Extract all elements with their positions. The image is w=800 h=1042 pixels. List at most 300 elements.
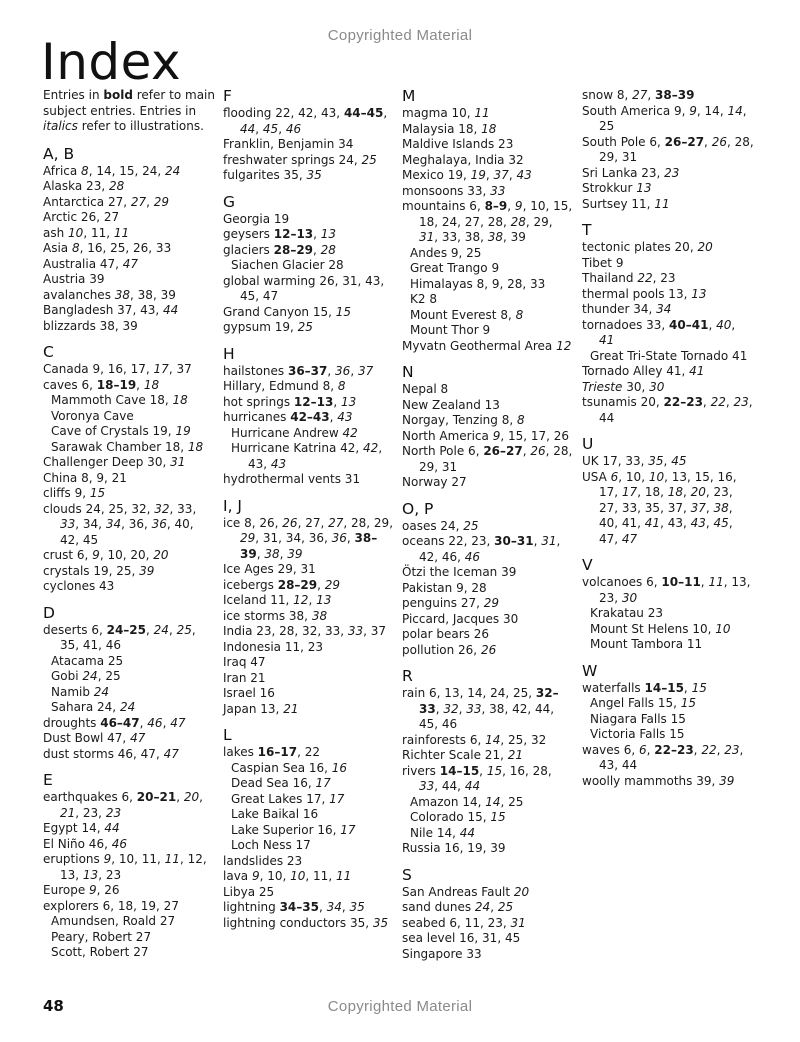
index-entry (223, 364, 395, 380)
entry-text: Challenger Deep 30, (43, 455, 171, 469)
index-entry (43, 378, 215, 394)
index-entry (43, 837, 215, 853)
entry-text: , 28, 29, (343, 515, 394, 530)
illustration-ref: 10 (715, 621, 731, 636)
entry-text: , 34, (75, 517, 106, 531)
index-entry (402, 475, 574, 491)
letter-heading: E (43, 771, 53, 789)
entry-text: , 25 (500, 794, 524, 809)
main-entry-ref: 46–47 (100, 715, 140, 730)
entry-text: Nile 14, (410, 825, 460, 840)
index-entry (582, 166, 754, 182)
index-entry (43, 821, 215, 837)
illustration-ref: 13 (340, 394, 357, 409)
entry-text: Bangladesh 37, 43, (43, 303, 163, 317)
entry-text: , 10, 15, 18, 24, 27, 28, (419, 199, 573, 229)
letter-heading: T (582, 221, 592, 239)
index-entry (402, 581, 574, 597)
entry-text: Pakistan 9, 28 (402, 580, 487, 595)
entry-text: explorers 6, 18, 19, 27 (43, 898, 179, 913)
index-entry (43, 257, 215, 273)
entry-text: , (256, 546, 265, 561)
illustration-ref: 10 (648, 469, 665, 484)
illustration-ref: 35 (648, 454, 664, 468)
index-entry (223, 593, 395, 609)
illustration-ref: 24 (82, 669, 98, 683)
index-entry (43, 288, 215, 304)
main-entry-ref: 10–11 (661, 575, 701, 589)
illustration-ref: 33 (60, 517, 76, 531)
index-entry (223, 410, 395, 426)
entry-text: , (317, 577, 325, 592)
entry-text: hailstones (223, 363, 288, 378)
letter-heading: I, J (223, 496, 242, 515)
entry-text: Hurricane Katrina 42, (231, 441, 364, 455)
illustration-ref: 17 (315, 776, 331, 790)
main-entry-ref: 32–33 (419, 686, 559, 716)
entry-text: , 12, 13, (60, 852, 207, 882)
index-entry (223, 320, 395, 336)
illustration-ref: 24 (93, 684, 110, 699)
index-subentry (223, 761, 395, 777)
index-entry (402, 137, 574, 153)
illustration-ref: 13 (636, 181, 652, 195)
index-subentry (43, 669, 215, 685)
entry-text: thunder 34, (582, 302, 657, 316)
index-entry (223, 686, 395, 702)
entry-text: volcanoes 6, (582, 575, 662, 589)
index-entry (43, 716, 215, 732)
main-entry-ref: 20–21 (136, 790, 177, 804)
letter-heading: F (223, 87, 232, 105)
entry-text: , (146, 194, 154, 209)
index-entry (223, 640, 395, 656)
entry-text: , (327, 363, 336, 378)
entry-text: , (705, 500, 714, 515)
entry-text: ice 8, 26, (223, 515, 283, 530)
index-entry (223, 516, 395, 563)
illustration-ref: 22 (637, 271, 653, 285)
index-entry (402, 931, 574, 947)
entry-text: hurricanes (223, 410, 291, 424)
illustration-ref: 28 (108, 179, 125, 193)
entry-text: , 13, 15, 16, 17, (599, 469, 737, 499)
illustration-ref: 14 (485, 794, 501, 809)
index-entry (402, 534, 574, 565)
illustration-ref: 29 (240, 531, 256, 545)
main-entry-ref: 24–25 (106, 622, 147, 637)
letter-heading: O, P (402, 499, 434, 518)
index-entry (402, 184, 574, 200)
illustration-ref: italics (43, 119, 78, 133)
entry-text: dust storms 46, 47, (43, 746, 164, 761)
illustration-ref: 9 (689, 103, 697, 118)
illustration-ref: 43 (337, 410, 353, 424)
main-entry-ref: 44–45 (343, 106, 384, 120)
index-entry (43, 502, 215, 549)
index-subentry (43, 930, 215, 946)
entry-text: , (136, 377, 144, 392)
illustration-ref: 20 (513, 884, 530, 899)
index-entry (582, 181, 754, 197)
entry-text: Austria 39 (43, 272, 105, 286)
entry-text: sand dunes (402, 900, 475, 914)
entry-text: ash (43, 225, 69, 240)
entry-text: hydrothermal vents 31 (223, 472, 361, 486)
entry-text: , 14, 15, 24, (88, 163, 166, 178)
entry-text: , (255, 121, 263, 136)
index-entry (402, 916, 574, 932)
illustration-ref: 25 (176, 622, 192, 637)
entry-text: Great Lakes 17, (231, 791, 330, 806)
entry-text: thermal pools 13, (582, 286, 692, 301)
entry-text: Lake Baikal 16 (231, 807, 319, 821)
index-entry (43, 455, 215, 471)
entry-text: Hurricane Andrew (231, 425, 343, 440)
illustration-ref: 37 (357, 363, 374, 378)
index-entry (402, 686, 574, 733)
entry-text: Ötzi the Iceman 39 (402, 565, 517, 579)
illustration-ref: 33 (419, 779, 435, 793)
entry-text: Indonesia 11, 23 (223, 639, 324, 654)
entry-text: , (479, 763, 487, 778)
entry-text: , (731, 317, 736, 332)
entry-text: Norway 27 (402, 475, 467, 489)
entry-text: , (647, 88, 656, 102)
entry-text: Andes 9, 25 (410, 245, 482, 260)
entry-text: , 40, 41, (599, 500, 733, 530)
illustration-ref: 25 (297, 320, 313, 334)
entry-text: Caspian Sea 16, (231, 760, 332, 775)
index-entry (43, 899, 215, 915)
index-entry (43, 731, 215, 747)
illustration-ref: 27 (130, 194, 147, 209)
entry-text: , (683, 485, 691, 499)
entry-text: Iran 21 (223, 670, 266, 685)
entry-text: lightning conductors 35, (223, 915, 373, 930)
index-entry (43, 362, 215, 378)
entry-text: Mexico 19, (402, 168, 471, 182)
entry-text: crystals 19, 25, (43, 563, 140, 578)
entry-text: , (725, 395, 734, 409)
illustration-ref: 8 (71, 241, 80, 255)
main-entry-ref: 36–37 (287, 363, 328, 378)
entry-text: Georgia 19 (223, 211, 290, 226)
entry-text: Russia 16, 19, 39 (402, 841, 506, 855)
main-entry-ref: 16–17 (257, 745, 298, 759)
entry-text: , (278, 121, 286, 136)
entry-text: cyclones 43 (43, 579, 115, 593)
index-entry (402, 764, 574, 795)
entry-text: Loch Ness 17 (231, 838, 311, 852)
illustration-ref: 20 (697, 240, 713, 254)
index-entry (402, 596, 574, 612)
entry-text: , (702, 395, 711, 409)
illustration-ref: 9 (514, 199, 523, 213)
main-entry-ref: 12–13 (293, 394, 334, 409)
illustration-ref: 37 (493, 168, 509, 182)
illustration-ref: 47 (170, 715, 186, 730)
entry-text: North Pole 6, (402, 444, 484, 458)
entry-text: , 18, (637, 485, 668, 499)
illustration-ref: 24 (165, 163, 181, 178)
entry-text: Mount Thor 9 (410, 323, 491, 337)
illustration-ref: 43 (690, 516, 706, 530)
index-entry (582, 318, 754, 349)
entry-text: fulgarites 35, (223, 168, 307, 182)
index-entry (43, 623, 215, 654)
index-entry (402, 733, 574, 749)
entry-text: Arctic 26, 27 (43, 210, 120, 224)
entry-text: , 28, 29, 31 (599, 134, 754, 164)
index-subentry (43, 700, 215, 716)
illustration-ref: 13 (82, 867, 99, 882)
entry-text: , 35, 41, 46 (60, 622, 196, 652)
entry-text: , (199, 790, 203, 804)
entry-text: , 10, (259, 869, 291, 883)
entry-text: USA (582, 469, 611, 484)
entry-text: icebergs (223, 577, 278, 592)
index-entry (582, 88, 754, 104)
main-entry-ref: 8–9 (484, 199, 508, 213)
illustration-ref: 34 (326, 900, 342, 914)
index-subentry (43, 654, 215, 670)
entry-text: , 16, 25, 26, 33 (79, 241, 172, 255)
index-subentry (223, 823, 395, 839)
illustration-ref: 8 (81, 163, 89, 178)
entry-text: Mount Tambora 11 (590, 637, 703, 651)
illustration-ref: 24 (474, 900, 491, 914)
letter-heading: M (402, 87, 416, 105)
entry-text: , 25 (97, 669, 121, 683)
entry-text: , 43, (660, 516, 691, 530)
entry-text: Meghalaya, India 32 (402, 152, 524, 167)
illustration-ref: 9 (103, 852, 112, 866)
entry-text: Mount St Helens 10, (590, 621, 716, 636)
entry-text: flooding 22, 42, 43, (223, 106, 344, 120)
entry-text: refer to illustrations. (77, 119, 204, 133)
main-entry-ref: 40–41 (669, 317, 709, 332)
index-entry (43, 747, 215, 763)
illustration-ref: 15 (691, 680, 707, 695)
illustration-ref: 6 (610, 469, 619, 484)
entry-text: freshwater springs 24, (223, 152, 362, 167)
entry-text: India 23, 28, 32, 33, (223, 624, 348, 638)
entry-text: Sri Lanka 23, (582, 165, 665, 180)
entry-text: rivers (402, 763, 440, 778)
entry-text: , (341, 900, 350, 914)
index-subentry (582, 696, 754, 712)
entry-text: Scott, Robert 27 (51, 945, 149, 959)
entry-text: New Zealand 13 (402, 397, 500, 412)
illustration-ref: 26 (711, 134, 727, 149)
illustration-ref: 39 (287, 546, 303, 561)
index-entry (402, 168, 574, 184)
entry-text: San Andreas Fault (402, 884, 514, 899)
entry-text: , 38, 42, 44, 45, 46 (419, 701, 555, 731)
entry-text: Norgay, Tenzing 8, (402, 413, 517, 427)
index-entry (43, 303, 215, 319)
entry-text: , 10, (618, 469, 649, 484)
entry-text: , 47, (599, 516, 733, 546)
entry-text: deserts 6, (43, 622, 107, 637)
letter-heading: V (582, 556, 593, 574)
entry-text: , 23, (75, 805, 106, 820)
illustration-ref: 23 (105, 805, 122, 820)
page-title: Index (41, 33, 182, 91)
entry-text: El Niño 46, (43, 836, 112, 851)
entry-text: global warming 26, 31, 43, 45, 47 (223, 273, 385, 303)
entry-text: , (716, 742, 725, 757)
entry-text: Himalayas 8, 9, 28, 33 (410, 276, 546, 291)
entry-text: caves 6, (43, 377, 97, 392)
index-entry (223, 395, 395, 411)
entry-text: , 44, (434, 779, 465, 793)
entry-text: , (162, 715, 171, 730)
entry-text: Cave of Crystals 19, (51, 424, 176, 438)
index-subentry (402, 261, 574, 277)
illustration-ref: 23 (664, 165, 680, 180)
entry-text: , 23, 27, 33, 35, 37, (599, 485, 733, 515)
entry-text: lakes (223, 745, 258, 759)
index-entry (43, 210, 215, 226)
entry-text: , 40, 42, 45 (60, 517, 194, 547)
index-entry (43, 852, 215, 883)
illustration-ref: 29 (483, 596, 500, 610)
illustration-ref: 43 (516, 168, 532, 182)
entry-text: China 8, 9, 21 (43, 470, 127, 485)
entry-list (402, 88, 574, 962)
illustration-ref: 18 (187, 439, 204, 454)
illustration-ref: 15 (486, 763, 503, 778)
letter-heading: S (402, 865, 412, 884)
illustration-ref: 47 (163, 746, 179, 761)
entry-text: Libya 25 (223, 884, 275, 899)
entry-text: monsoons 33, (402, 183, 491, 198)
entry-text: , (333, 394, 341, 409)
index-subentry (43, 685, 215, 701)
illustration-ref: 12 (293, 593, 309, 607)
entry-text: , 37 (363, 624, 387, 638)
entry-text: , 39 (503, 230, 526, 244)
illustration-ref: 24 (119, 700, 136, 714)
entry-text: K2 8 (410, 292, 437, 306)
main-entry-ref: 42–43 (290, 410, 330, 424)
illustration-ref: 26 (282, 515, 298, 530)
illustration-ref: 12 (556, 338, 572, 353)
index-entry (223, 305, 395, 321)
entry-text: , 42, 46, (419, 534, 561, 564)
illustration-ref: 43 (270, 456, 287, 471)
entry-text: , 11, (305, 869, 336, 883)
illustration-ref: 38 (264, 546, 280, 561)
entry-text: , 25 (599, 103, 747, 133)
index-subentry (402, 323, 574, 339)
index-subentry (582, 349, 754, 365)
index-entry (582, 774, 754, 790)
entry-text: Israel 16 (223, 686, 275, 700)
index-entry (223, 869, 395, 885)
illustration-ref: 44 (104, 821, 120, 835)
entry-text: , (508, 168, 517, 182)
entry-text: , (704, 134, 712, 149)
entry-text: Singapore 33 (402, 946, 482, 961)
entry-text: cliffs 9, (43, 486, 90, 500)
illustration-ref: 40 (716, 317, 732, 332)
entry-list (223, 88, 395, 931)
illustration-ref: 17 (329, 791, 345, 806)
index-entry (43, 790, 215, 821)
entry-text: Sarawak Chamber 18, (51, 439, 188, 454)
index-subentry (43, 409, 215, 425)
index-entry (402, 900, 574, 916)
entry-text: Iceland 11, (223, 593, 294, 607)
illustration-ref: 44 (464, 779, 481, 793)
entry-text: , 11, (83, 225, 114, 240)
illustration-ref: 38 (487, 230, 503, 244)
entry-text: , (700, 575, 709, 589)
entry-text: Myvatn Geothermal Area (402, 338, 557, 353)
illustration-ref: 18 (481, 121, 497, 136)
entry-text: , (350, 363, 358, 378)
illustration-ref: 38 (114, 287, 131, 302)
entry-text: North America (402, 428, 493, 443)
entry-text: landslides 23 (223, 853, 303, 868)
entry-text: , 33, (169, 501, 197, 516)
index-entry (582, 364, 754, 380)
index-entry (43, 241, 215, 257)
illustration-ref: 32 (154, 501, 170, 516)
letter-heading: H (223, 344, 235, 363)
illustration-ref: 29 (324, 577, 341, 592)
entry-text: Nepal 8 (402, 382, 449, 396)
entry-text: Mount Everest 8, (410, 307, 516, 322)
illustration-ref: 15 (89, 486, 106, 500)
entry-text: Gobi (51, 669, 83, 683)
copyright-watermark-bottom: Copyrighted Material (327, 998, 473, 1015)
illustration-ref: 33 (347, 624, 364, 638)
entry-text: waterfalls (582, 680, 645, 695)
index-entry (43, 272, 215, 288)
entry-text: Dust Bowl 47, (43, 731, 131, 745)
entry-text: tectonic plates 20, (582, 240, 698, 254)
illustration-ref: 14 (485, 732, 501, 747)
index-entry (223, 227, 395, 243)
illustration-ref: 36 (331, 531, 347, 545)
index-entry (43, 195, 215, 211)
entry-list (582, 88, 754, 789)
entry-text: waves 6, (582, 742, 639, 757)
main-entry-ref: 28–29 (273, 242, 314, 257)
illustration-ref: 24 (153, 622, 169, 637)
main-entry-ref: 34–35 (279, 900, 319, 914)
index-entry (582, 104, 754, 135)
index-entry (223, 655, 395, 671)
entry-list (43, 146, 215, 961)
index-entry (223, 472, 395, 488)
illustration-ref: 8 (515, 307, 524, 322)
index-entry (582, 256, 754, 272)
illustration-ref: 15 (335, 304, 352, 319)
illustration-ref: 23 (724, 742, 740, 757)
entry-text: Thailand (582, 271, 638, 285)
entry-text: , 31, 34, 36, (255, 531, 332, 545)
illustration-ref: 35 (349, 900, 365, 914)
entry-text: , 28, 29, 31 (419, 444, 573, 474)
index-entry (582, 681, 754, 697)
illustration-ref: 33 (466, 701, 482, 716)
entry-text: tsunamis 20, (582, 395, 664, 409)
